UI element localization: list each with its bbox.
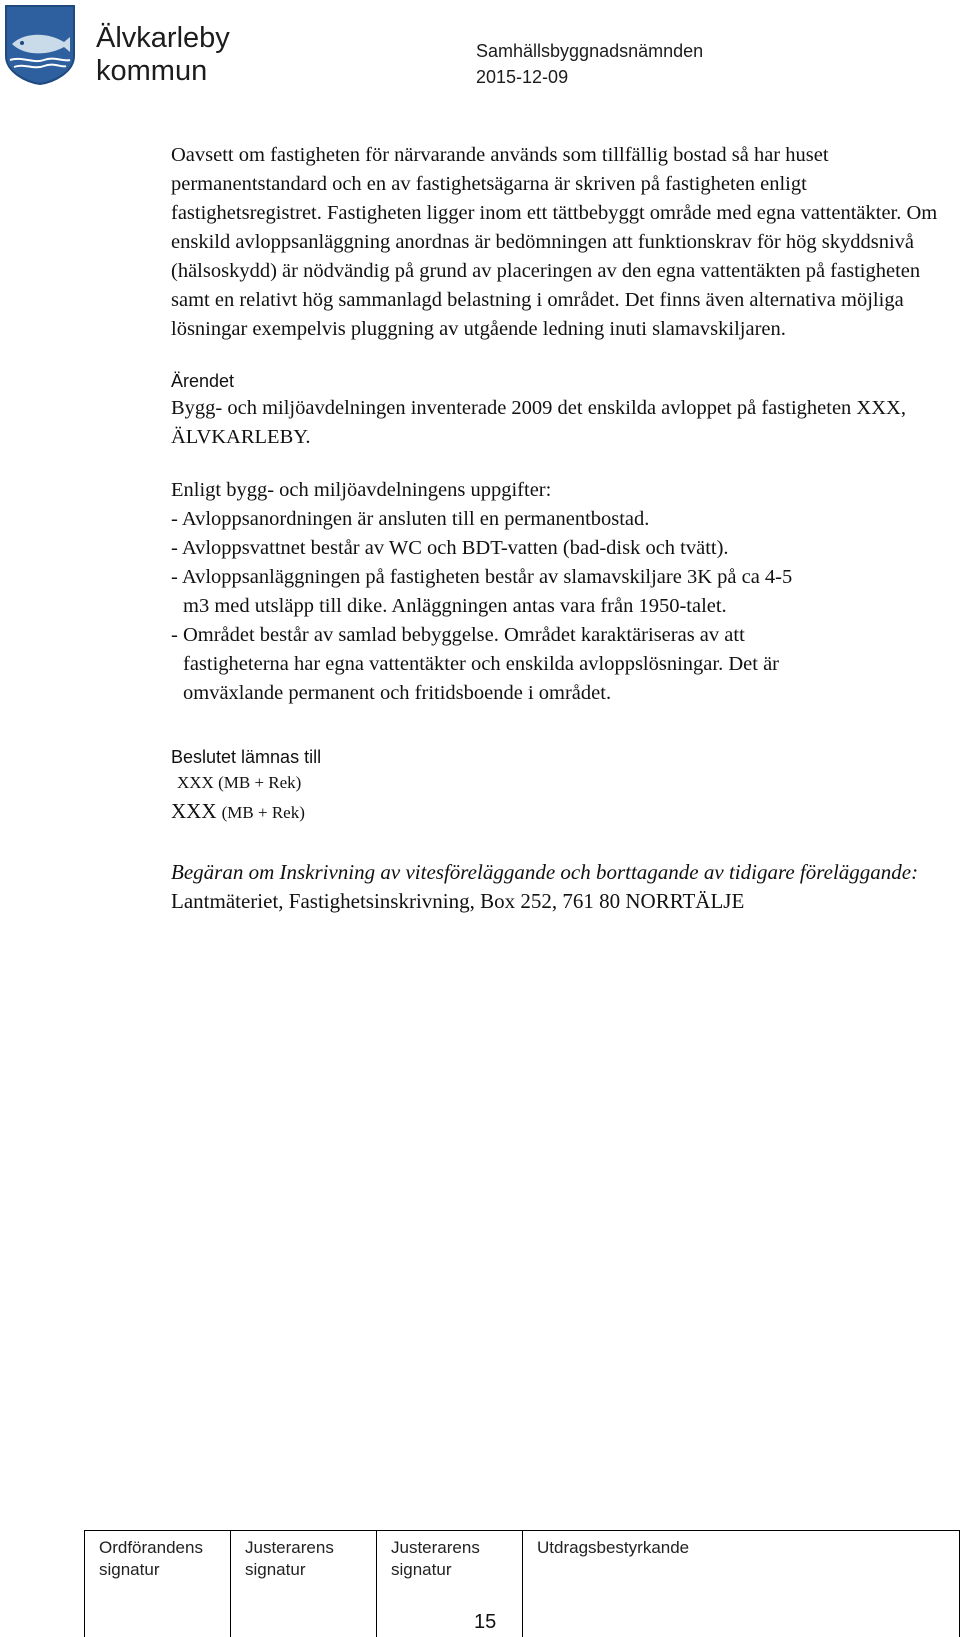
list-item: - Avloppsanläggningen på fastigheten består av slamavskiljare 3K på ca 4-5 <box>171 566 793 588</box>
municipality-logo-icon <box>4 4 76 86</box>
meeting-date: 2015-12-09 <box>476 67 569 87</box>
signature-label: Ordförandens <box>99 1538 203 1557</box>
recipient-2-method: (MB + Rek) <box>221 803 305 822</box>
recipient-2-name: XXX <box>171 799 217 823</box>
signature-box-adjuster-2 <box>376 1530 522 1637</box>
signature-label: Utdragsbestyrkande <box>537 1538 690 1557</box>
list-item: - Avloppsvattnet består av WC och BDT-vatten (bad-disk och tvätt). <box>171 537 729 559</box>
paragraph-inventory: Bygg- och miljöavdelningen inventerade 2009 det enskilda avloppet på fastigheten XXX, ÄLVKARLEBY. <box>171 397 906 448</box>
list-intro: Enligt bygg- och miljöavdelningens uppgifter: <box>171 479 552 501</box>
signature-label: signatur <box>245 1560 306 1579</box>
heading-arendet: Ärendet <box>171 371 235 391</box>
request-description: Begäran om Inskrivning av vitesföreläggande och borttagande av tidigare föreläggande: <box>171 860 919 884</box>
list-item-continuation: fastigheterna har egna vattentäkter och enskilda avloppslösningar. Det är <box>183 653 779 675</box>
list-item: - Området består av samlad bebyggelse. Området karaktäriseras av att <box>171 624 745 646</box>
recipient-address: Lantmäteriet, Fastighetsinskrivning, Box 252, 761 80 NORRTÄLJE <box>171 889 745 913</box>
signature-label: Justerarens <box>391 1538 480 1557</box>
document-body <box>171 141 941 916</box>
list-item-continuation: m3 med utsläpp till dike. Anläggningen antas vara från 1950-talet. <box>183 595 727 617</box>
signature-label: Justerarens <box>245 1538 334 1557</box>
organization-name <box>96 22 230 88</box>
signature-box-certifier <box>522 1530 960 1637</box>
recipient-2 <box>171 796 941 828</box>
signature-box-adjuster-1 <box>230 1530 376 1637</box>
signature-footer <box>84 1530 960 1637</box>
signature-label: signatur <box>99 1560 160 1579</box>
paragraph-assessment: Oavsett om fastigheten för närvarande används som tillfällig bostad så har huset permanentstandard och en av fastighetsägarna är skriven på fastigheten enligt fastighetsregistret. Fastigheten ligger inom ett tättbebyggt område med egna vattentäkter. Om enskild avloppsanläggning anordnas är bedömningen att funktionskrav för hög skyddsnivå (hälsoskydd) är nödvändig på grund av placeringen av den egna vattentäkten på fastigheten samt en relativt hög sammanlagd belastning i området. Det finns även alternativa möjliga lösningar exempelvis pluggning av utgående ledning inuti slamavskiljaren. <box>171 144 938 340</box>
recipient-1: XXX (MB + Rek) <box>177 773 302 792</box>
heading-beslutet: Beslutet lämnas till <box>171 747 322 767</box>
list-item: - Avloppsanordningen är ansluten till en permanentbostad. <box>171 508 650 530</box>
committee-name: Samhällsbyggnadsnämnden <box>476 41 704 61</box>
organization-name-line2: kommun <box>96 55 208 87</box>
signature-box-chairman <box>84 1530 230 1637</box>
page-number: 15 <box>474 1611 497 1633</box>
list-item-continuation: omväxlande permanent och fritidsboende i området. <box>183 682 612 704</box>
organization-name-line1: Älvkarleby <box>96 22 230 54</box>
signature-label: signatur <box>391 1560 452 1579</box>
